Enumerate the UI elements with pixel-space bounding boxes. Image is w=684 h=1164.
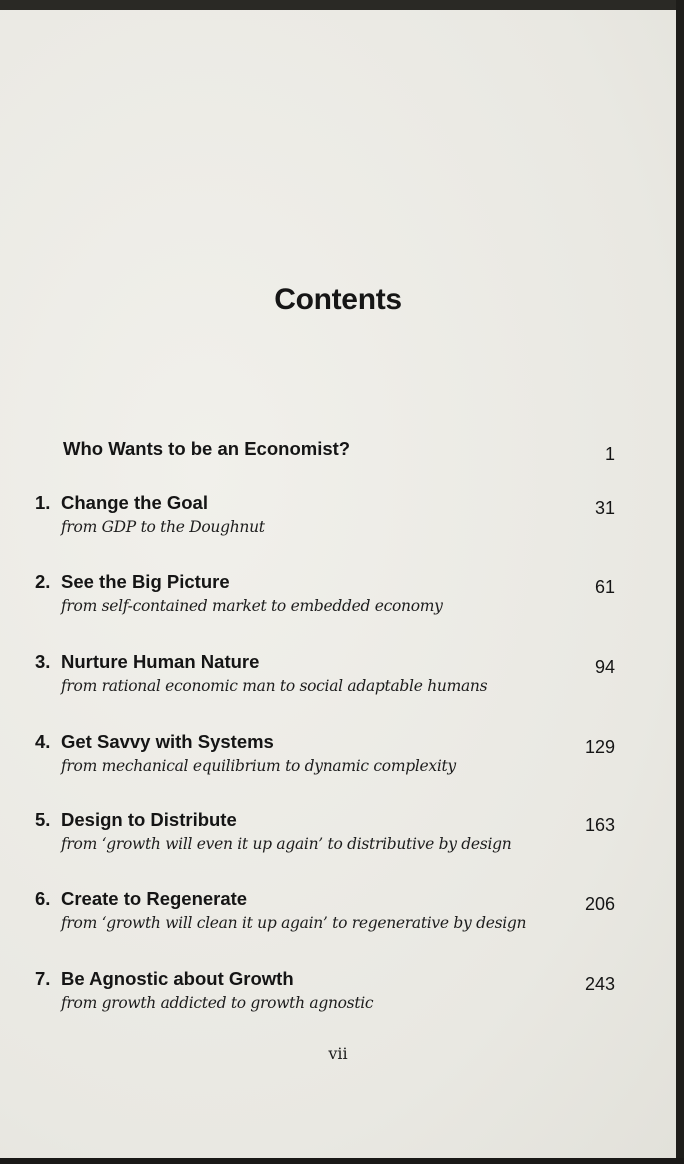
toc-entry-intro xyxy=(35,438,615,464)
page-title: Contents xyxy=(274,283,402,316)
entry-subtitle: from self-contained market to embedded economy xyxy=(61,597,443,615)
toc-entry-2 xyxy=(35,571,615,615)
entry-number: 4. xyxy=(35,731,51,752)
entry-title: Be Agnostic about Growth xyxy=(61,968,294,989)
entry-subtitle: from ‘growth will even it up again’ to distributive by design xyxy=(61,835,512,853)
entry-title: Design to Distribute xyxy=(61,809,237,830)
entry-number: 6. xyxy=(35,888,51,909)
entry-number: 5. xyxy=(35,809,51,830)
book-spine-edge xyxy=(676,0,684,1164)
entry-page-number: 94 xyxy=(594,657,615,677)
toc-entry-7 xyxy=(35,968,615,1012)
page-folio: vii xyxy=(328,1044,348,1063)
entry-subtitle: from mechanical equilibrium to dynamic complexity xyxy=(61,757,456,775)
entry-subtitle: from growth addicted to growth agnostic xyxy=(61,994,374,1012)
toc-entry-3 xyxy=(35,651,615,695)
entry-page-number: 129 xyxy=(584,737,615,757)
entry-subtitle: from ‘growth will clean it up again’ to regenerative by design xyxy=(61,914,527,932)
entry-title: Get Savvy with Systems xyxy=(61,731,274,752)
toc-entry-1 xyxy=(35,492,615,536)
entry-number: 7. xyxy=(35,968,51,989)
entry-page-number: 243 xyxy=(584,974,615,994)
entry-title: Nurture Human Nature xyxy=(61,651,260,672)
entry-number: 3. xyxy=(35,651,51,672)
entry-title: Who Wants to be an Economist? xyxy=(63,438,351,459)
entry-title: Create to Regenerate xyxy=(61,888,248,909)
entry-page-number: 163 xyxy=(584,815,615,835)
entry-page-number: 61 xyxy=(594,577,615,597)
entry-subtitle: from GDP to the Doughnut xyxy=(61,518,265,536)
entry-title: See the Big Picture xyxy=(61,571,230,592)
entry-number: 1. xyxy=(35,492,51,513)
book-bottom-edge xyxy=(0,1158,684,1164)
toc-entry-6 xyxy=(35,888,615,932)
toc-entry-4 xyxy=(35,731,615,775)
entry-subtitle: from rational economic man to social adaptable humans xyxy=(61,677,488,695)
entry-page-number: 206 xyxy=(584,894,615,914)
entry-number: 2. xyxy=(35,571,51,592)
entry-page-number: 31 xyxy=(594,498,615,518)
book-page xyxy=(0,10,676,1160)
entry-title: Change the Goal xyxy=(61,492,208,513)
toc-entry-5 xyxy=(35,809,615,853)
entry-page-number: 1 xyxy=(604,444,615,464)
